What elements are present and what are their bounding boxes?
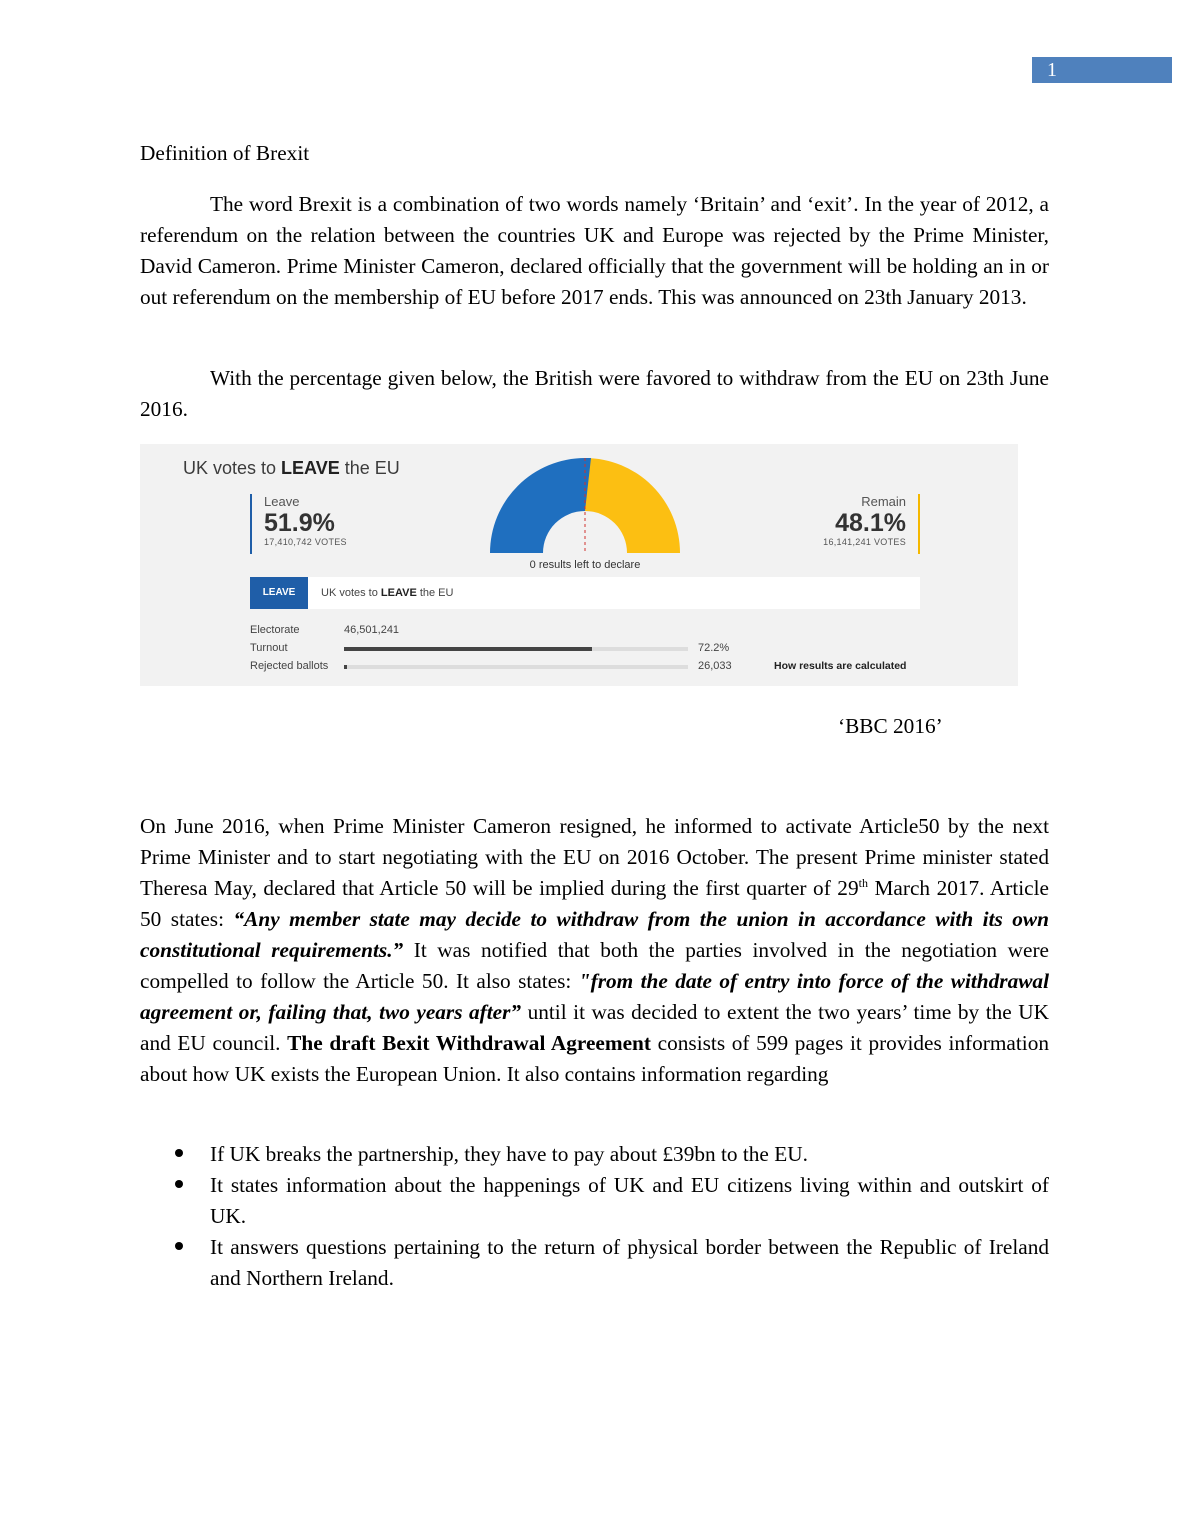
banner-text-bold: LEAVE xyxy=(380,587,417,599)
rejected-label: Rejected ballots xyxy=(250,660,329,672)
para3-superscript: th xyxy=(858,875,868,890)
figure-title-pre: UK votes to xyxy=(183,458,282,478)
leave-result xyxy=(250,494,347,554)
result-banner xyxy=(250,577,920,609)
para3-text-2: March 2017. Article 50 states: xyxy=(140,876,1049,931)
result-gauge xyxy=(488,456,682,556)
article50-quote-2: "from the date of entry into force of the withdrawal agreement or, failing that, two years after” xyxy=(140,969,1049,1024)
electorate-value: 46,501,241 xyxy=(344,624,400,636)
leave-tag: LEAVE xyxy=(250,577,308,609)
para3-text-1: On June 2016, when Prime Minister Cameron resigned, he informed to activate Article50 by the next Prime Minister and to start negotiating with the EU on 2016 October. The present Prime minister stated Theresa May, declared that Article 50 will be implied during the first quarter of 29 xyxy=(140,814,1049,900)
rejected-track xyxy=(344,665,688,669)
electorate-label: Electorate xyxy=(250,624,300,636)
bullet-icon xyxy=(175,1180,183,1188)
banner-text-post: the EU xyxy=(416,587,454,599)
section-title: Definition of Brexit xyxy=(140,141,310,165)
banner-text xyxy=(321,577,453,609)
leave-label: Leave xyxy=(264,494,300,509)
remain-percentage: 48.1% xyxy=(835,509,906,537)
page-number: 1 xyxy=(1032,57,1172,83)
leave-percentage: 51.9% xyxy=(264,509,335,537)
paragraph-1: The word Brexit is a combination of two words namely ‘Britain’ and ‘exit’. In the year of 2012, a referendum on the relation between the countries UK and Europe was rejected by the Prime Minister, David Cameron. Prime Minister Cameron, declared officially that the government will be holding an in or out referendum on the membership of EU before 2017 ends. This was announced on 23th January 2013. xyxy=(140,192,1049,309)
referendum-result-figure xyxy=(140,444,1018,686)
list-item xyxy=(140,1170,1049,1232)
list-item xyxy=(140,1232,1049,1294)
list-item xyxy=(140,1139,1049,1170)
article50-quote-1: “Any member state may decide to withdraw from the union in accordance with its own constitutional requirements.” xyxy=(140,907,1049,962)
bullet-text: It answers questions pertaining to the return of physical border between the Republic of Ireland and Northern Ireland. xyxy=(210,1235,1049,1290)
para3-text-3: It was notified that both the parties involved in the negotiation were compelled to follow the Article 50. It also states: xyxy=(140,938,1049,993)
remain-result xyxy=(823,494,920,554)
bullet-icon xyxy=(175,1242,183,1250)
how-results-link[interactable]: How results are calculated xyxy=(774,660,907,672)
figure-title xyxy=(183,458,400,479)
remain-votes: 16,141,241 VOTES xyxy=(823,537,906,547)
remain-label: Remain xyxy=(861,494,906,509)
figure-title-bold: LEAVE xyxy=(281,458,340,478)
leave-votes: 17,410,742 VOTES xyxy=(264,537,347,547)
paragraph-2: With the percentage given below, the British were favored to withdraw from the EU on 23th June 2016. xyxy=(140,366,1049,421)
figure-caption: ‘BBC 2016’ xyxy=(838,714,943,738)
turnout-label: Turnout xyxy=(250,642,288,654)
bullet-icon xyxy=(175,1149,183,1157)
rejected-value: 26,033 xyxy=(698,660,732,672)
para3-text-5: consists of 599 pages it provides information about how UK exists the European Union. It also contains information regarding xyxy=(140,1031,1049,1086)
agreement-bullets xyxy=(140,1139,1049,1294)
results-left-text: 0 results left to declare xyxy=(529,559,641,571)
bullet-text: It states information about the happenings of UK and EU citizens living within and outskirt of UK. xyxy=(210,1173,1049,1228)
gauge-leave-segment xyxy=(490,458,585,553)
turnout-track xyxy=(344,647,688,651)
para3-text-4: until it was decided to extent the two years’ time by the UK and EU council. xyxy=(140,1000,1049,1055)
turnout-value: 72.2% xyxy=(698,642,730,654)
rejected-fill xyxy=(344,665,347,669)
banner-text-pre: UK votes to xyxy=(321,587,381,599)
figure-title-post: the EU xyxy=(339,458,400,478)
turnout-fill xyxy=(344,647,592,651)
agreement-title: The draft Bexit Withdrawal Agreement xyxy=(287,1031,651,1055)
bullet-text: If UK breaks the partnership, they have to pay about £39bn to the EU. xyxy=(210,1142,808,1166)
paragraph-3 xyxy=(140,811,1049,1090)
gauge-remain-segment xyxy=(585,458,680,553)
